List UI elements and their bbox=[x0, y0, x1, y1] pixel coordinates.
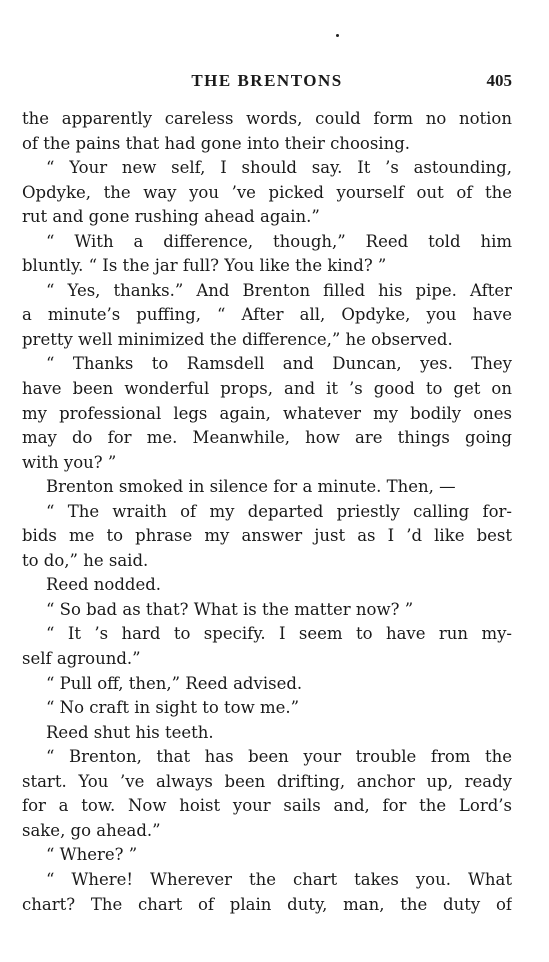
text-line: chart? The chart of plain duty, man, the duty of bbox=[22, 894, 512, 914]
page-number: 405 bbox=[486, 71, 512, 90]
text-line: self aground.” bbox=[22, 649, 141, 669]
body-text bbox=[22, 107, 512, 917]
text-line: rut and gone rushing ahead again.” bbox=[22, 207, 320, 227]
text-line: Reed shut his teeth. bbox=[46, 722, 214, 742]
text-line: a minute’s puffing, “ After all, Opdyke, you have bbox=[22, 305, 512, 325]
text-line: with you? ” bbox=[22, 452, 117, 472]
text-line: bids me to phrase my answer just as I ’d like best bbox=[22, 526, 512, 546]
text-line: “ The wraith of my departed priestly calling for- bbox=[46, 501, 512, 521]
text-line: start. You ’ve always been drifting, anchor up, ready bbox=[22, 771, 512, 791]
text-line: sake, go ahead.” bbox=[22, 820, 161, 840]
text-line: the apparently careless words, could form no notion bbox=[22, 109, 512, 128]
text-line: “ Where? ” bbox=[46, 845, 138, 865]
running-title: THE BRENTONS bbox=[191, 71, 343, 90]
text-line: “ So bad as that? What is the matter now? ” bbox=[46, 599, 414, 619]
print-speck bbox=[336, 34, 339, 37]
text-line: Brenton smoked in silence for a minute. Then, — bbox=[46, 477, 456, 497]
text-line: my professional legs again, whatever my bodily ones bbox=[22, 403, 512, 423]
text-line: bluntly. “ Is the jar full? You like the kind? ” bbox=[22, 256, 387, 276]
text-line: to do,” he said. bbox=[22, 550, 149, 570]
text-line: “ With a difference, though,” Reed told him bbox=[46, 231, 512, 251]
text-line: “ Your new self, I should say. It ’s astounding, bbox=[46, 158, 512, 178]
text-line: have been wonderful props, and it ’s good to get on bbox=[22, 379, 512, 399]
text-line: “ No craft in sight to tow me.” bbox=[46, 698, 300, 718]
text-line: “ Where! Wherever the chart takes you. What bbox=[46, 869, 512, 889]
text-line: “ It ’s hard to specify. I seem to have run my- bbox=[46, 624, 512, 644]
text-line: Reed nodded. bbox=[46, 575, 162, 595]
text-line: pretty well minimized the difference,” he observed. bbox=[22, 329, 453, 349]
text-line: of the pains that had gone into their choosing. bbox=[22, 133, 410, 153]
text-line: Opdyke, the way you ’ve picked yourself out of the bbox=[22, 182, 512, 202]
text-line: “ Pull off, then,” Reed advised. bbox=[46, 673, 303, 693]
text-line: may do for me. Meanwhile, how are things going bbox=[22, 428, 512, 448]
text-line: “ Yes, thanks.” And Brenton filled his pipe. After bbox=[46, 280, 512, 300]
text-line: for a tow. Now hoist your sails and, for the Lord’s bbox=[22, 796, 512, 816]
running-head bbox=[22, 71, 512, 99]
text-line: “ Brenton, that has been your trouble from the bbox=[46, 747, 512, 767]
text-line: “ Thanks to Ramsdell and Duncan, yes. They bbox=[46, 354, 512, 374]
